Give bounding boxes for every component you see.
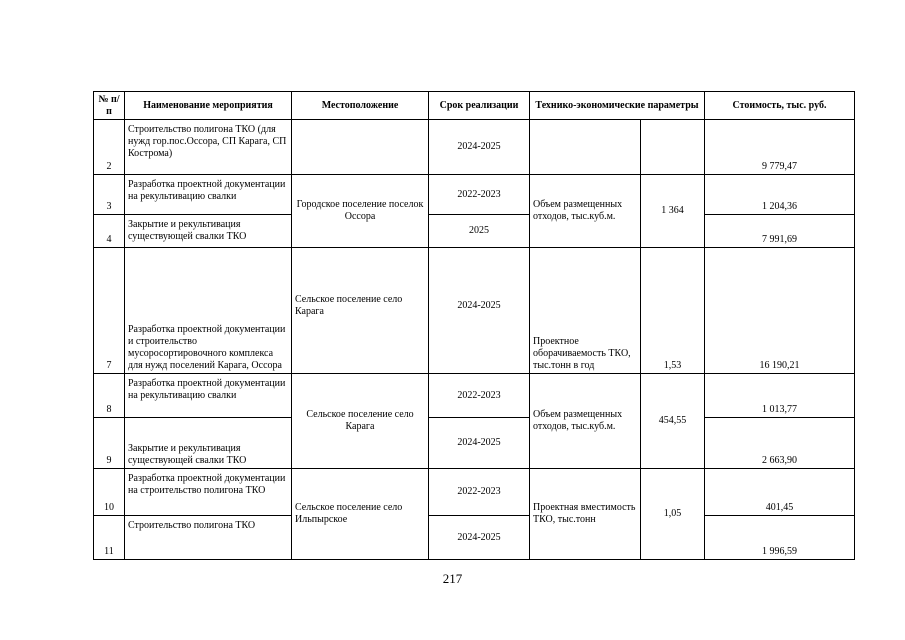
cost-cell: 2 663,90: [705, 418, 855, 469]
param-cell: Проектное оборачиваемость ТКО, тыс.тонн в год: [530, 248, 641, 374]
term-cell: 2022-2023: [429, 374, 530, 418]
events-table: [93, 91, 855, 560]
table-row: [94, 175, 855, 215]
header-name: Наименование мероприятия: [125, 92, 292, 120]
param-value-cell: 1 364: [641, 175, 705, 248]
row-number: 4: [94, 215, 125, 248]
location-cell: Городское поселение поселок Оссора: [292, 175, 429, 248]
header-num: № п/п: [94, 92, 125, 120]
location-cell: [292, 120, 429, 175]
cost-cell: 1 204,36: [705, 175, 855, 215]
table-row: [94, 120, 855, 175]
cost-cell: 7 991,69: [705, 215, 855, 248]
cost-cell: 1 013,77: [705, 374, 855, 418]
table-row: [94, 418, 855, 469]
term-cell: 2025: [429, 215, 530, 248]
term-cell: 2024-2025: [429, 418, 530, 469]
term-cell: 2024-2025: [429, 516, 530, 560]
term-cell: 2022-2023: [429, 175, 530, 215]
param-cell: Проектная вместимость ТКО, тыс.тонн: [530, 469, 641, 560]
cost-cell: 401,45: [705, 469, 855, 516]
param-cell: Объем размещенных отходов, тыс.куб.м.: [530, 374, 641, 469]
row-number: 2: [94, 120, 125, 175]
param-value-cell: 1,05: [641, 469, 705, 560]
param-value-cell: 1,53: [641, 248, 705, 374]
cost-cell: 1 996,59: [705, 516, 855, 560]
location-cell: Сельское поселение село Карага: [292, 374, 429, 469]
param-value-cell: 454,55: [641, 374, 705, 469]
table-row: [94, 374, 855, 418]
event-name: Строительство полигона ТКО (для нужд гор.пос.Оссора, СП Карага, СП Кострома): [125, 120, 292, 175]
row-number: 7: [94, 248, 125, 374]
cost-cell: 16 190,21: [705, 248, 855, 374]
event-name: Разработка проектной документации и строительство мусоросортировочного комплекса для нужд поселений Карага, Оссора: [125, 248, 292, 374]
event-name: Разработка проектной документации на строительство полигона ТКО: [125, 469, 292, 516]
header-cost: Стоимость, тыс. руб.: [705, 92, 855, 120]
table-row: [94, 516, 855, 560]
table-row: [94, 248, 855, 374]
term-cell: 2024-2025: [429, 248, 530, 374]
term-cell: 2024-2025: [429, 120, 530, 175]
param-cell: [530, 120, 641, 175]
header-term: Срок реализации: [429, 92, 530, 120]
header-location: Местоположение: [292, 92, 429, 120]
event-name: Строительство полигона ТКО: [125, 516, 292, 560]
row-number: 10: [94, 469, 125, 516]
param-value-cell: [641, 120, 705, 175]
header-params: Технико-экономические параметры: [530, 92, 705, 120]
event-name: Разработка проектной документации на рекультивацию свалки: [125, 374, 292, 418]
event-name: Закрытие и рекультивация существующей свалки ТКО: [125, 418, 292, 469]
table-row: [94, 469, 855, 516]
event-name: Закрытие и рекультивация существующей свалки ТКО: [125, 215, 292, 248]
row-number: 11: [94, 516, 125, 560]
page-number: 217: [442, 571, 463, 586]
location-cell: Сельское поселение село Карага: [292, 248, 429, 374]
row-number: 8: [94, 374, 125, 418]
header-row: [94, 92, 855, 120]
location-cell: Сельское поселение село Ильпырское: [292, 469, 429, 560]
param-cell: Объем размещенных отходов, тыс.куб.м.: [530, 175, 641, 248]
table-row: [94, 215, 855, 248]
event-name: Разработка проектной документации на рекультивацию свалки: [125, 175, 292, 215]
cost-cell: 9 779,47: [705, 120, 855, 175]
term-cell: 2022-2023: [429, 469, 530, 516]
row-number: 9: [94, 418, 125, 469]
row-number: 3: [94, 175, 125, 215]
